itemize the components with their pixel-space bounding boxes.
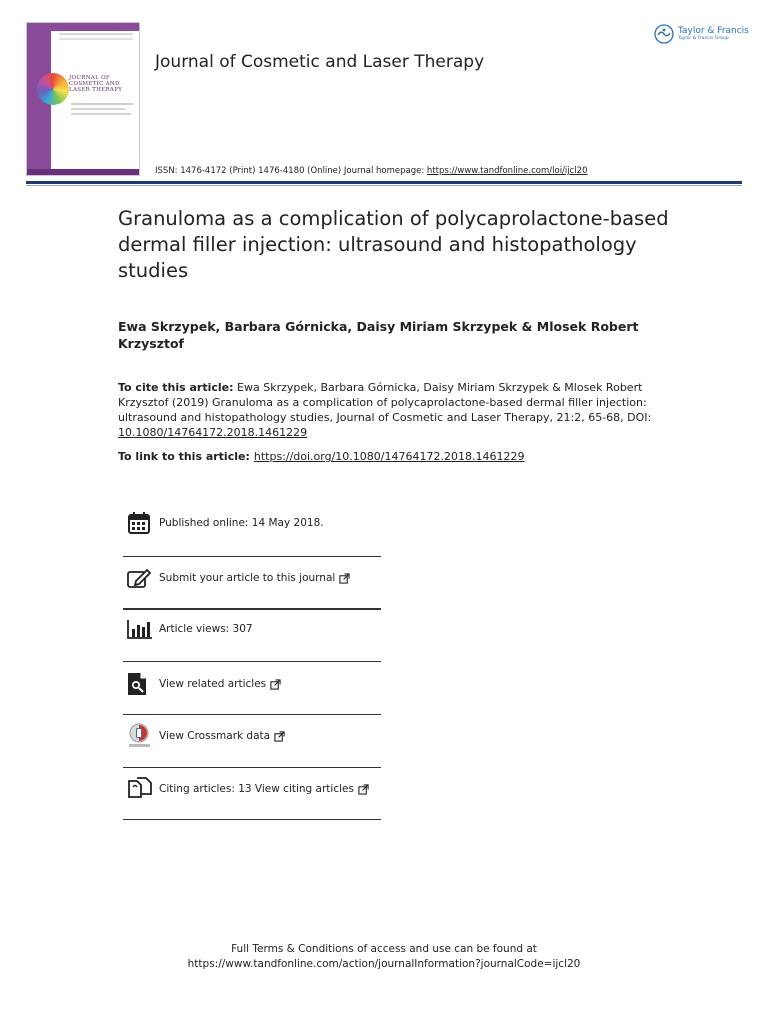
cite-label: To cite this article:: [118, 381, 234, 394]
link-to-article: [118, 449, 524, 464]
terms-footer: [0, 942, 768, 972]
terms-line: Full Terms & Conditions of access and use can be found at: [231, 943, 537, 955]
submit-article-label: Submit your article to this journal: [159, 572, 336, 584]
publisher-group: Taylor & Francis Group: [678, 35, 729, 41]
divider: [123, 661, 381, 662]
external-link-icon: [358, 784, 369, 795]
journal-homepage-link[interactable]: https://www.tandfonline.com/loi/ijcl20: [426, 166, 588, 176]
article-views-label: Article views: 307: [159, 623, 253, 635]
external-link-icon: [339, 573, 350, 584]
header-divider: [26, 181, 742, 184]
cite-text: Ewa Skrzypek, Barbara Górnicka, Daisy Miriam Skrzypek & Mlosek Robert Krzysztof (2019) Granuloma as a complication of polycaprolactone-based dermal filler injection: ultrasound and histopathology studies, Journal of Cosmetic and Laser Therapy, 21:2, 65-68, DOI:: [118, 381, 652, 424]
cover-color-wheel-logo: [37, 73, 69, 105]
published-online-item: [123, 503, 381, 543]
crossmark-icon: [127, 723, 153, 749]
issn-line: [155, 166, 588, 176]
citing-articles-item[interactable]: [123, 769, 381, 809]
related-articles-item[interactable]: [123, 664, 381, 704]
divider: [123, 556, 381, 557]
issn-text: ISSN: 1476-4172 (Print) 1476-4180 (Online) Journal homepage:: [155, 166, 427, 176]
journal-cover-thumbnail: [26, 22, 140, 176]
calendar-icon: [127, 511, 151, 535]
article-authors: Ewa Skrzypek, Barbara Górnicka, Daisy Miriam Skrzypek & Mlosek Robert Krzysztof: [118, 319, 639, 351]
related-articles-label: View related articles: [159, 678, 267, 690]
crossmark-label: View Crossmark data: [159, 730, 271, 742]
search-document-icon: [127, 672, 147, 696]
published-online-label: Published online: 14 May 2018.: [159, 517, 324, 529]
doi-link[interactable]: 10.1080/14764172.2018.1461229: [118, 426, 308, 439]
article-title: Granuloma as a complication of polycaprolactone-based dermal filler injection: ultrasound and histopathology studies: [118, 207, 669, 282]
external-link-icon: [274, 731, 285, 742]
edit-icon: [127, 567, 151, 589]
article-views-item: [123, 609, 381, 649]
crossmark-item[interactable]: [123, 716, 381, 756]
header-divider-thin: [26, 185, 742, 186]
publisher-name: Taylor & Francis: [678, 25, 749, 36]
divider: [123, 819, 381, 820]
external-link-icon: [270, 679, 281, 690]
publisher-logo[interactable]: [654, 22, 749, 46]
article-doi-url[interactable]: https://doi.org/10.1080/14764172.2018.1461229: [253, 450, 525, 463]
citing-articles-label: Citing articles: 13 View citing articles: [159, 783, 354, 795]
cover-journal-title: JOURNAL OF COSMETIC AND LASER THERAPY: [69, 75, 123, 93]
bar-chart-icon: [127, 619, 153, 639]
link-label: To link to this article:: [118, 450, 250, 463]
taylor-francis-icon: [654, 24, 674, 44]
journal-title: Journal of Cosmetic and Laser Therapy: [155, 52, 485, 72]
citing-icon: [127, 777, 153, 801]
submit-article-item[interactable]: [123, 558, 381, 598]
citation-block: [118, 380, 658, 440]
divider: [123, 767, 381, 768]
terms-url[interactable]: https://www.tandfonline.com/action/journalInformation?journalCode=ijcl20: [187, 958, 581, 970]
divider: [123, 714, 381, 715]
